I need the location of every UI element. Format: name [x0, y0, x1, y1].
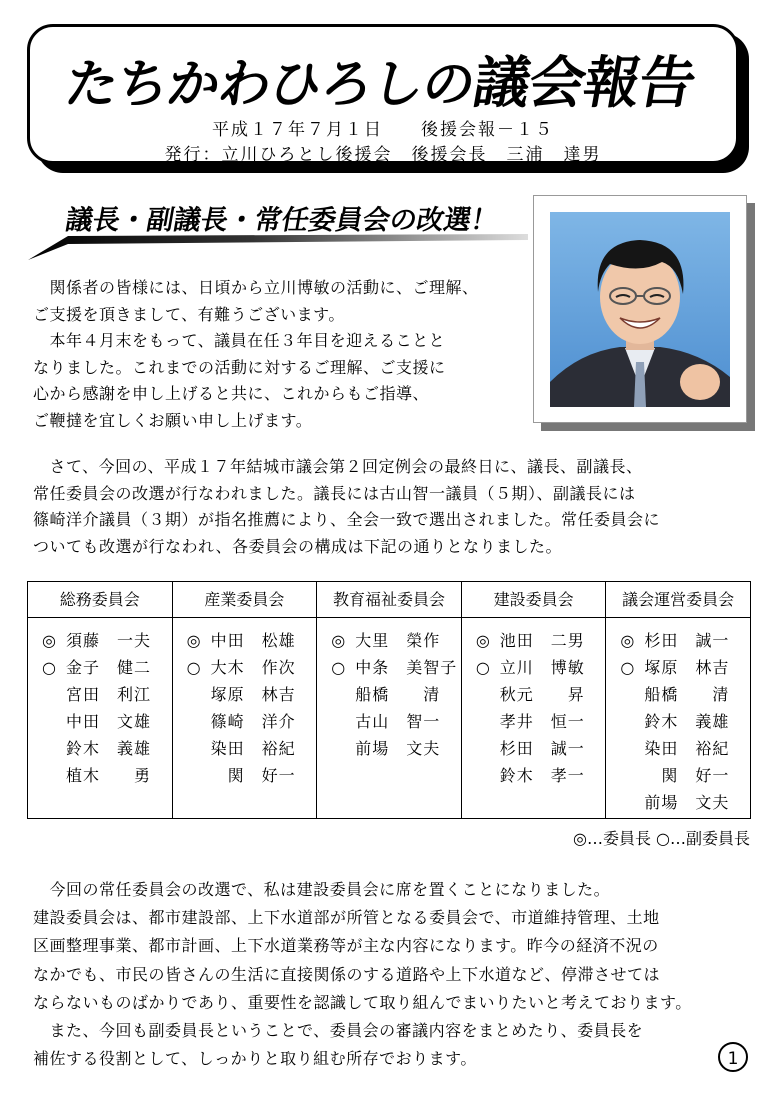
- closing-line: ならないものばかりであり、重要性を認識して取り組んでまいりたいと考えております。: [33, 992, 692, 1012]
- member-name: 須藤 一夫: [66, 631, 152, 650]
- member-name: 船橋 清: [644, 685, 730, 704]
- role-mark: ◎: [186, 631, 201, 650]
- role-mark: [462, 762, 500, 789]
- member-list: [28, 618, 172, 789]
- member-name: 宮田 利江: [66, 685, 152, 704]
- member-row: [317, 708, 461, 735]
- member-row: [28, 627, 172, 654]
- member-row: [28, 654, 172, 681]
- member-row: [173, 762, 317, 789]
- member-row: [317, 735, 461, 762]
- member-row: [462, 762, 606, 789]
- member-name: 孝井 恒一: [499, 712, 585, 731]
- member-name: 前場 文夫: [644, 793, 730, 812]
- member-row: [606, 789, 750, 816]
- role-mark: [317, 681, 355, 708]
- role-mark: ◎: [331, 631, 346, 650]
- member-name: 染田 裕紀: [210, 739, 296, 758]
- role-mark: ◎: [42, 631, 56, 650]
- portrait-frame: [533, 195, 747, 423]
- election-line: さて、今回の、平成１７年結城市議会第２回定例会の最終日に、議長、副議長、: [33, 457, 643, 476]
- section-heading: 議長・副議長・常任委員会の改選！: [63, 205, 501, 236]
- member-row: [462, 708, 606, 735]
- member-name: 植木 勇: [66, 766, 152, 785]
- election-paragraph: [33, 454, 660, 560]
- member-name: 塚原 林吉: [210, 685, 296, 704]
- member-name: 中田 松雄: [210, 631, 296, 650]
- member-row: [462, 681, 606, 708]
- intro-line: 心から感謝を申し上げると共に、これからもご指導、: [33, 384, 430, 403]
- member-row: [317, 627, 461, 654]
- member-list: [173, 618, 317, 789]
- role-mark: ○: [331, 658, 346, 677]
- portrait-photo: [550, 212, 730, 407]
- member-row: [606, 627, 750, 654]
- member-name: 染田 裕紀: [644, 739, 730, 758]
- closing-line: また、今回も副委員長ということで、委員会の審議内容をまとめたり、委員長を: [33, 1021, 644, 1041]
- committee-name: 産業委員会: [173, 582, 317, 618]
- role-mark: [606, 789, 644, 816]
- member-name: 関 好一: [210, 766, 296, 785]
- role-mark: [462, 708, 500, 735]
- title-part-b: 議会報告: [468, 51, 701, 116]
- committee-column: [317, 582, 462, 818]
- closing-line: 建設委員会は、都市建設部、上下水道部が所管となる委員会で、市道維持管理、土地: [33, 908, 660, 928]
- closing-line: なかでも、市民の皆さんの生活に直接関係のする道路や上下水道など、停滞させては: [33, 964, 661, 984]
- member-row: [606, 708, 750, 735]
- role-mark: [28, 708, 66, 735]
- intro-line: なりました。これまでの活動に対するご理解、ご支援に: [33, 357, 446, 377]
- closing-line: 区画整理事業、都市計画、上下水道業務等が主な内容になります。昨今の経済不況の: [33, 936, 659, 956]
- closing-line: 補佐する役割として、しっかりと取り組む所存でおります。: [33, 1049, 477, 1069]
- newsletter-title: [60, 39, 702, 119]
- member-name: 杉田 誠一: [644, 631, 730, 650]
- election-line: 常任委員会の改選が行なわれました。議長には古山智一議員（５期）、副議長には: [33, 483, 636, 503]
- role-mark: [173, 762, 211, 789]
- member-list: [606, 618, 750, 816]
- heading-underline-bar: [28, 234, 528, 260]
- committee-name: 総務委員会: [28, 582, 172, 618]
- member-row: [462, 735, 606, 762]
- role-mark: [606, 735, 644, 762]
- role-mark: [606, 762, 644, 789]
- member-name: 金子 健二: [66, 658, 152, 677]
- table-legend: ◎…委員長 ○…副委員長: [572, 829, 750, 848]
- member-name: 中田 文雄: [66, 712, 152, 731]
- member-name: 池田 二男: [499, 631, 585, 650]
- committee-column: [28, 582, 173, 818]
- member-row: [28, 762, 172, 789]
- role-mark: [606, 681, 644, 708]
- member-row: [173, 654, 317, 681]
- role-mark: [173, 681, 211, 708]
- newsletter-header: [27, 24, 739, 164]
- committee-name: 教育福祉委員会: [317, 582, 461, 618]
- role-mark: ○: [620, 658, 635, 677]
- role-mark: [606, 708, 644, 735]
- member-name: 鈴木 孝一: [499, 766, 585, 785]
- intro-line: ご鞭撻を宜しくお願い申し上げます。: [33, 410, 313, 430]
- role-mark: [462, 681, 500, 708]
- member-name: 大木 作次: [210, 658, 296, 677]
- member-row: [606, 762, 750, 789]
- issue-date-line: 平成１７年７月１日 後援会報－１５: [212, 120, 554, 140]
- committee-name: 議会運営委員会: [606, 582, 750, 618]
- member-list: [317, 618, 461, 762]
- member-row: [28, 735, 172, 762]
- member-name: 船橋 清: [355, 685, 441, 704]
- role-mark: [462, 735, 500, 762]
- role-mark: [317, 708, 355, 735]
- member-row: [28, 708, 172, 735]
- member-name: 前場 文夫: [355, 739, 441, 758]
- role-mark: [28, 762, 66, 789]
- member-row: [606, 654, 750, 681]
- member-name: 古山 智一: [355, 712, 441, 731]
- committee-column: [606, 582, 750, 818]
- member-name: 鈴木 義雄: [644, 712, 730, 731]
- closing-line: 今回の常任委員会の改選で、私は建設委員会に席を置くことになりました。: [33, 880, 611, 899]
- role-mark: ○: [475, 658, 490, 677]
- member-row: [606, 681, 750, 708]
- member-name: 杉田 誠一: [499, 739, 585, 758]
- member-row: [606, 735, 750, 762]
- committee-column: [173, 582, 318, 818]
- role-mark: ◎: [620, 631, 635, 650]
- role-mark: ○: [186, 658, 201, 677]
- intro-line: 関係者の皆様には、日頃から立川博敏の活動に、ご理解、: [33, 278, 479, 297]
- committee-column: [462, 582, 607, 818]
- committee-name: 建設委員会: [462, 582, 606, 618]
- member-name: 塚原 林吉: [644, 658, 730, 677]
- member-name: 立川 博敏: [499, 658, 585, 677]
- intro-line: 本年４月末をもって、議員在任３年目を迎えることと: [33, 331, 446, 350]
- role-mark: [317, 735, 355, 762]
- member-row: [173, 681, 317, 708]
- role-mark: [28, 735, 66, 762]
- role-mark: [173, 735, 211, 762]
- closing-paragraph: [33, 876, 692, 1073]
- member-name: 関 好一: [644, 766, 730, 785]
- member-row: [28, 681, 172, 708]
- member-row: [462, 627, 606, 654]
- role-mark: ◎: [475, 631, 490, 650]
- intro-paragraph: [33, 275, 479, 434]
- page-number: 1: [718, 1042, 748, 1072]
- member-row: [173, 708, 317, 735]
- member-name: 鈴木 義雄: [66, 739, 152, 758]
- role-mark: ○: [42, 658, 56, 677]
- member-row: [462, 654, 606, 681]
- election-line: ついても改選が行なわれ、各委員会の構成は下記の通りとなりました。: [33, 536, 562, 556]
- election-line: 篠崎洋介議員（３期）が指名推薦により、全会一致で選出されました。常任委員会に: [33, 510, 661, 529]
- member-row: [173, 627, 317, 654]
- publisher-line: 発行：立川ひろとし後援会 後援会長 三浦 達男: [164, 145, 602, 165]
- title-part-a: たちかわひろしの: [60, 55, 480, 115]
- role-mark: [173, 708, 211, 735]
- intro-line: ご支援を頂きまして、有難うございます。: [33, 304, 345, 324]
- member-row: [173, 735, 317, 762]
- committee-table: [27, 581, 751, 819]
- member-row: [317, 654, 461, 681]
- member-name: 秋元 昇: [499, 685, 585, 704]
- member-name: 中条 美智子: [355, 658, 458, 677]
- member-name: 篠崎 洋介: [210, 712, 296, 731]
- member-row: [317, 681, 461, 708]
- member-name: 大里 榮作: [355, 631, 441, 650]
- role-mark: [28, 681, 66, 708]
- member-list: [462, 618, 606, 789]
